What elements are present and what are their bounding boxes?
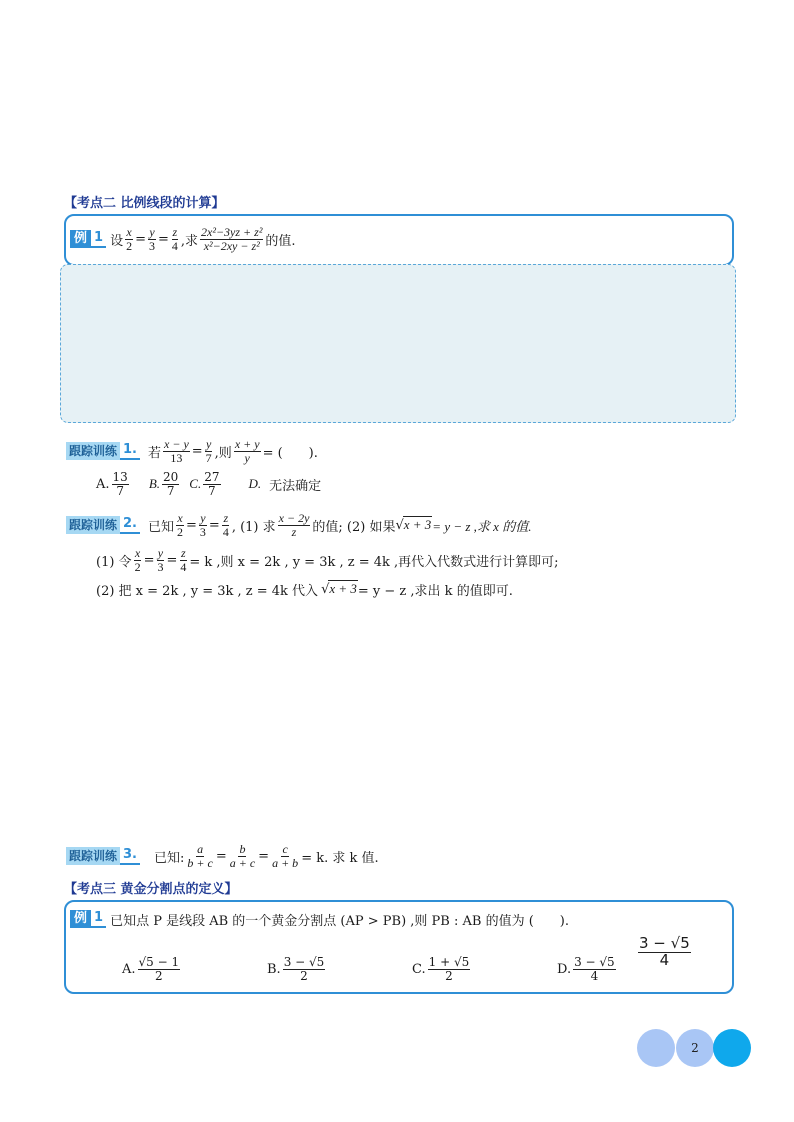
example-text-mid: ,求 [180,233,199,249]
answer-area[interactable] [60,264,736,423]
question-text-part2: 的值; (2) 如果 [312,519,396,535]
choice-a[interactable]: A. $\frac{√5 - 1}{2}$ [122,954,180,983]
question-text-pre: 已知 [148,519,175,535]
example-tag: 例 [70,230,91,248]
sqrt-expression: √x + 3 [395,517,432,533]
choice-b[interactable]: B. $\frac{20}{7}$ [148,469,179,498]
fraction-z-over-4: $\frac{z}{4}$ [222,510,229,539]
choice-c[interactable]: C. $\frac{1 + √5}{2}$ [412,954,470,983]
example-text-post: 的值. [265,233,296,249]
choice-row-1 [96,468,321,500]
hint-2-pre: (2) 把 x = 2k , y = 3k , z = 4k 代入 [96,583,319,599]
choice-d[interactable]: D. 无法确定 [248,476,322,494]
page-number-badge [676,1029,714,1067]
fraction-x-over-2: $\frac{x}{2}$ [177,510,184,539]
question-text-part3: = y − z ,求 x 的值. [432,518,532,534]
question-text-part1: , (1) 求 [231,519,276,535]
fraction-b-over-a-plus-c: $\frac{b}{a + c}$ [229,841,256,870]
question-text-pre: 若 [148,445,162,461]
fraction-x-plus-y-over-y: $\frac{x + y}{y}$ [234,436,260,465]
section-heading-golden-section: 【考点三 黄金分割点的定义】 [64,882,238,897]
tracking-tag: 跟踪训练 [66,516,120,534]
tracking-number: 1. [120,442,140,460]
choice-d[interactable]: D. $\frac{3 - √5}{4}$ [557,954,615,983]
tracking-number: 3. [120,847,140,865]
example-1-line: 例 1 设 $\frac{x}{2}$ = $\frac{y}{3}$ = $\frac{z}{4}$ ,求 $\frac{\text{2x²−3yz + z²}}{\text{x²−2xy − z²}}$ 的值. [70,222,296,256]
question-text-mid: ,则 [214,445,232,461]
fraction-x-minus-2y-over-z: $\frac{x - 2y}{z}$ [278,510,310,539]
fraction-a-over-b-plus-c: $\frac{a}{b + c}$ [187,841,213,870]
tracking-exercise-3: 跟踪训练 3. 已知: $\frac{a}{b + c}$ = $\frac{b}{a + c}$ = $\frac{c}{a + b}$ = k. 求 k 值. [66,839,379,873]
fraction-x-over-2: $\frac{x}{2}$ [126,224,133,253]
fraction-z-over-4: $\frac{z}{4}$ [171,224,178,253]
decorative-circle-left [637,1029,675,1067]
tracking-number: 2. [120,516,140,534]
hint-2-post: = y − z ,求出 k 的值即可. [357,583,513,599]
sqrt-expression: √x + 3 [321,581,357,597]
fraction-y-over-7: $\frac{y}{7}$ [205,436,212,465]
fraction-c-over-a-plus-b: $\frac{c}{a + b}$ [272,841,299,870]
question-text-post: = k. 求 k 值. [301,850,379,866]
example-number: 1 [91,910,106,928]
example-tag: 例 [70,910,91,928]
fraction-y-over-3: $\frac{y}{3}$ [148,224,155,253]
choice-b[interactable]: B. $\frac{3 - √5}{2}$ [267,954,325,983]
example-number: 1 [91,230,106,248]
choice-c[interactable]: C. $\frac{27}{7}$ [189,469,220,498]
fraction-z-over-4: $\frac{z}{4}$ [180,545,187,574]
extra-fraction: $\frac{3 - √5}{4}$ [639,934,690,969]
hint-1-post: = k ,则 x = 2k , y = 3k , z = 4k ,再代入代数式进行计算即可; [189,554,559,570]
choice-a[interactable]: A. $\frac{13}{7}$ [96,469,128,498]
fraction-y-over-3: $\frac{y}{3}$ [199,510,206,539]
section-heading-proportional-segments: 【考点二 比例线段的计算】 [64,196,225,211]
question-text-post: = ( ). [262,445,318,461]
decorative-circle-right [713,1029,751,1067]
example-text: 已知点 P 是线段 AB 的一个黄金分割点 (AP > PB) ,则 PB : AB 的值为 ( ). [110,913,569,929]
choice-row-2 [122,952,618,986]
question-text-pre: 已知: [154,850,185,866]
example-text-pre: 设 [110,233,124,249]
page-number: 2 [691,1041,699,1055]
fraction-x-minus-y-over-13: $\frac{x - y}{13}$ [164,436,189,465]
tracking-tag: 跟踪训练 [66,847,120,865]
fraction-y-over-3: $\frac{y}{3}$ [157,545,164,574]
tracking-tag: 跟踪训练 [66,442,120,460]
hint-1-pre: (1) 令 [96,554,132,570]
tracking-exercise-2: 跟踪训练 2. 已知 $\frac{x}{2}$ = $\frac{y}{3}$ = $\frac{z}{4}$ , (1) 求 $\frac{x - 2y}{z}$ 的值; (2) 如果 √x + 3 = y − z ,求 x 的值. [66,508,531,542]
example-2-line [70,908,569,930]
hint-line-2 [96,578,513,600]
hint-line-1: (1) 令 $\frac{x}{2}$ = $\frac{y}{3}$ = $\frac{z}{4}$ = k ,则 x = 2k , y = 3k , z = 4k ,再代入代数式进行计算即可; [96,545,559,574]
tracking-exercise-1: 跟踪训练 1. 若 $\frac{x - y}{13}$ = $\frac{y}{7}$ ,则 $\frac{x + y}{y}$ = ( ). [66,434,318,468]
fraction-expression: $\frac{\text{2x²−3yz + z²}}{\text{x²−2xy − z²}}$ [201,224,263,253]
fraction-x-over-2: $\frac{x}{2}$ [134,545,141,574]
